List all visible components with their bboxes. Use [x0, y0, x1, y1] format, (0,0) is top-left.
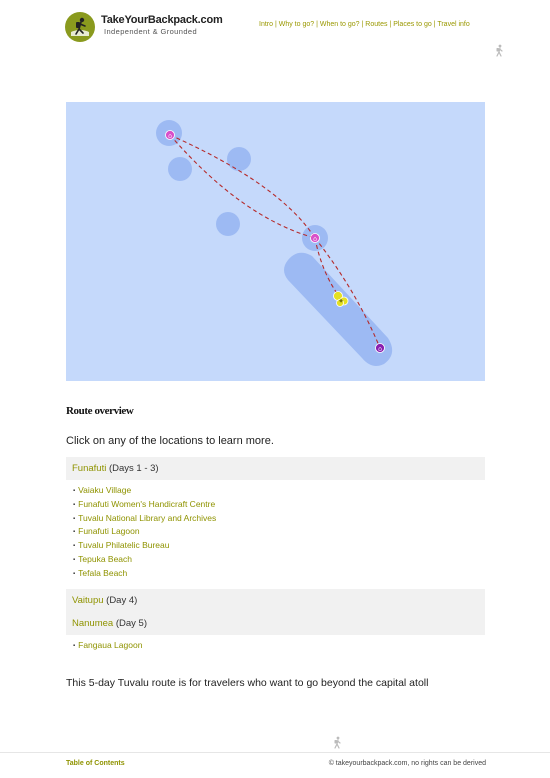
location-link-vaitupu[interactable]: Vaitupu: [72, 595, 104, 606]
copyright-notice: © takeyourbackpack.com, no rights can be derived: [328, 760, 486, 767]
brand-tagline: Independent & Grounded: [104, 27, 198, 36]
location-days: (Days 1 - 3): [106, 463, 159, 474]
svg-text:◆: ◆: [339, 298, 343, 304]
list-item[interactable]: ▪ Vaiaku Village: [73, 484, 216, 498]
nav-link-travel-info[interactable]: Travel info: [437, 21, 470, 28]
brand-name[interactable]: TakeYourBackpack.com: [101, 14, 223, 26]
route-intro-text: Click on any of the locations to learn more.: [66, 435, 274, 447]
svg-text:⌂: ⌂: [168, 132, 172, 140]
location-days: (Day 4): [103, 595, 138, 606]
svg-text:⌂: ⌂: [378, 345, 382, 353]
nav-link-why-to-go[interactable]: Why to go?: [278, 21, 315, 28]
location-header-vaitupu: [66, 589, 485, 612]
location-link-funafuti[interactable]: Funafuti: [72, 463, 107, 474]
route-overview-heading: Route overview: [66, 405, 134, 417]
list-item[interactable]: ▪ Fangaua Lagoon: [73, 639, 142, 653]
nav-link-when-to-go[interactable]: When to go?: [319, 21, 360, 28]
list-item[interactable]: ▪ Tuvalu National Library and Archives: [73, 512, 216, 526]
route-summary-text: This 5-day Tuvalu route is for travelers who want to go beyond the capital atoll: [66, 677, 429, 689]
logo-icon[interactable]: [65, 12, 95, 42]
page-header: [0, 0, 550, 60]
nav-separator: |: [359, 21, 366, 28]
nav-separator: |: [273, 21, 279, 28]
nav-link-intro[interactable]: Intro: [259, 21, 274, 28]
map-marker-funafuti[interactable]: [376, 344, 385, 353]
table-of-contents-link[interactable]: Table of Contents: [66, 760, 125, 767]
map-island: [227, 147, 251, 171]
location-days: (Day 5): [113, 618, 147, 629]
map-island: [216, 212, 240, 236]
nav-link-routes[interactable]: Routes: [365, 21, 388, 28]
svg-text:⌂: ⌂: [313, 235, 317, 243]
route-map[interactable]: [66, 102, 485, 381]
list-item[interactable]: ▪ Funafuti Women's Handicraft Centre: [73, 498, 216, 512]
list-item[interactable]: ▪ Tepuka Beach: [73, 553, 216, 567]
list-item[interactable]: ▪ Tuvalu Philatelic Bureau: [73, 539, 216, 553]
map-island: [168, 157, 192, 181]
top-navigation: [259, 21, 470, 28]
nav-separator: |: [431, 21, 438, 28]
hiker-icon: [331, 736, 343, 750]
location-header-nanumea: [66, 612, 485, 635]
footer-divider: [0, 752, 550, 753]
places-list-nanumea: [73, 639, 142, 653]
location-header-funafuti: [66, 457, 485, 480]
list-item[interactable]: ▪ Tefala Beach: [73, 567, 216, 581]
location-link-nanumea[interactable]: Nanumea: [72, 618, 114, 629]
nav-separator: |: [387, 21, 394, 28]
map-marker-nanumea[interactable]: [166, 131, 175, 140]
list-item[interactable]: ▪ Funafuti Lagoon: [73, 525, 216, 539]
nav-link-places-to-go[interactable]: Places to go: [393, 21, 432, 28]
hiker-icon: [493, 44, 505, 58]
map-marker-vaitupu[interactable]: [311, 234, 320, 243]
nav-separator: |: [314, 21, 320, 28]
places-list-funafuti: [73, 484, 216, 581]
